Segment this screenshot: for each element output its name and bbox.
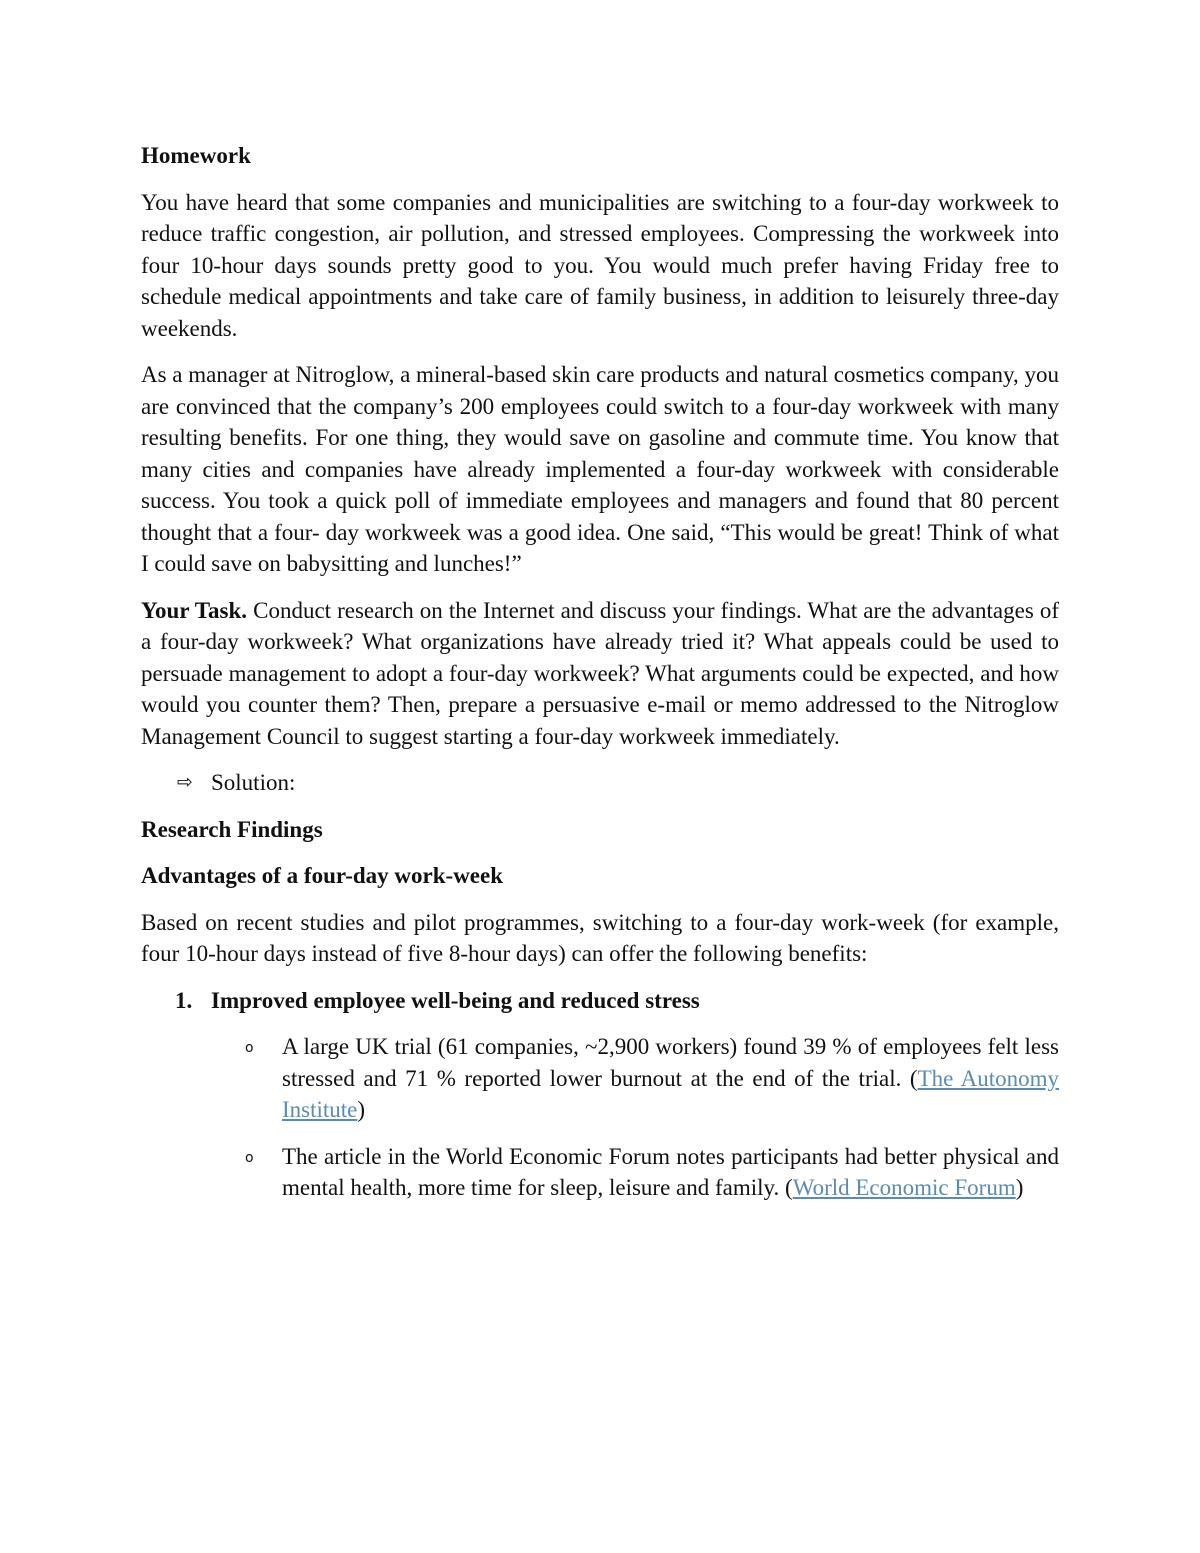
bullet-after: ) <box>357 1097 366 1122</box>
autonomy-institute-link[interactable]: The Autonomy Institute <box>282 1065 1059 1122</box>
task-text: Conduct research on the Internet and discuss your findings. What are the advantages of a four-day workweek? What organizations have already tried it? What appeals could be used to persuade management to adopt a four-day workweek? What arguments could be expected, and how would you counter them? Then, prepare a persuasive e-mail or memo addressed to the Nitroglow Management Council to suggest starting a four-day workweek immediately. <box>141 597 1060 749</box>
research-intro: Based on recent studies and pilot programmes, switching to a four-day work-week (for example, four 10-hour days instead of five 8-hour days) can offer the following benefits: <box>141 909 1059 966</box>
circle-bullet-icon: o <box>245 1040 254 1056</box>
solution-label: Solution: <box>211 770 296 795</box>
task-paragraph <box>141 595 1059 753</box>
world-economic-forum-link[interactable]: World Economic Forum <box>792 1175 1016 1200</box>
task-label: Your Task. <box>141 597 248 623</box>
advantages-subtitle: Advantages of a four-day work-week <box>141 863 504 888</box>
numbered-item <box>141 985 1059 1017</box>
document-page <box>141 140 1059 1219</box>
item-title: Improved employee well-being and reduced stress <box>211 987 700 1013</box>
bullet-text: A large UK trial (61 companies, ~2,900 workers) found 39 % of employees felt less stressed and 71 % reported lower burnout at the end of the trial. ( <box>282 1034 1059 1091</box>
homework-paragraph-2: As a manager at Nitroglow, a mineral-based skin care products and natural cosmetics company, you are convinced that the company’s 200 employees could switch to a four-day workweek with many resulting benefits. For one thing, they would save on gasoline and commute time. You know that many cities and companies have already implemented a four-day workweek with considerable success. You took a quick poll of immediate employees and managers and found that 80 percent thought that a four- day workweek was a good idea. One said, “This would be great! Think of what I could save on babysitting and lunches!” <box>141 362 1059 576</box>
homework-paragraph-1: You have heard that some companies and municipalities are switching to a four-day workweek to reduce traffic congestion, air pollution, and stressed employees. Compressing the workweek into four 10-hour days sounds pretty good to you. You would much prefer having Friday free to schedule medical appointments and take care of family business, in addition to leisurely three-day weekends. <box>141 189 1059 341</box>
right-arrow-icon: ⇨ <box>177 771 193 793</box>
circle-bullet-icon: o <box>245 1149 254 1166</box>
item-number: 1. <box>175 987 193 1013</box>
bullet-item <box>141 1031 1059 1126</box>
bullet-after: ) <box>1015 1175 1024 1200</box>
solution-line <box>141 767 1059 799</box>
research-findings-title: Research Findings <box>141 816 323 842</box>
bullet-text: The article in the World Economic Forum notes participants had better physical and mental health, more time for sleep, leisure and family. ( <box>282 1143 1059 1200</box>
bullet-item <box>141 1141 1059 1204</box>
homework-title: Homework <box>141 143 251 168</box>
